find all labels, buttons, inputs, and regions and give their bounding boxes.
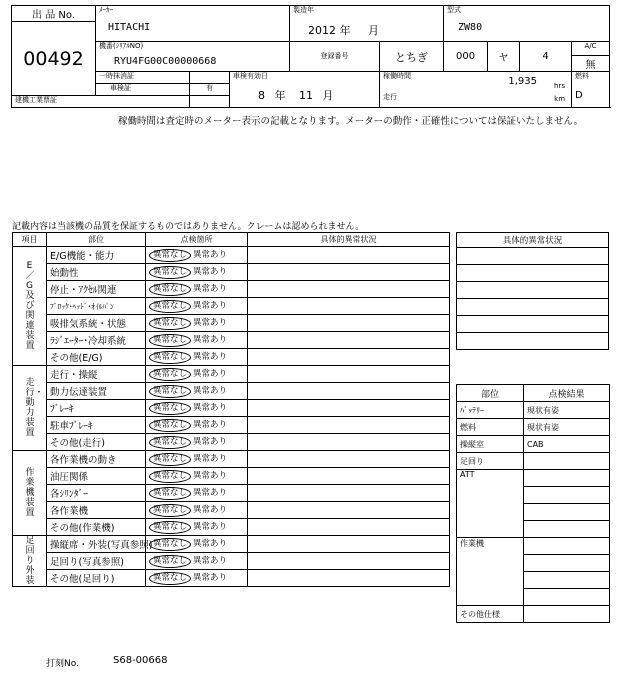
- check-cell: [146, 349, 248, 366]
- year-value: 2012: [308, 23, 336, 37]
- result-part-cab: 操縦室: [457, 436, 524, 453]
- detail-cell: [248, 502, 450, 519]
- ok-circled: 異常なし: [149, 317, 191, 330]
- ng-option: 異常あり: [193, 471, 228, 481]
- part-label: その他(作業機): [47, 519, 146, 536]
- part-label: ﾗｼﾞｴｰﾀｰ･冷却系統: [47, 332, 146, 349]
- reg-num1: 000: [444, 42, 488, 72]
- year-label: 製造年: [293, 6, 314, 14]
- ng-option: 異常あり: [193, 505, 228, 515]
- fuel-value: D: [575, 89, 583, 101]
- ng-option: 異常あり: [193, 386, 228, 396]
- category-cell: [13, 366, 47, 451]
- check-cell: [146, 468, 248, 485]
- result-part-fuel: 燃料: [457, 419, 524, 436]
- col-header-part: 部位: [47, 233, 146, 247]
- result-header-result: 点検結果: [524, 385, 610, 402]
- part-label: 始動性: [47, 264, 146, 281]
- ng-option: 異常あり: [193, 454, 228, 464]
- check-cell: [146, 417, 248, 434]
- ng-option: 異常あり: [193, 539, 228, 549]
- engraving-label: 打刻No.: [46, 659, 79, 669]
- category-label: E／G及び関連装置: [25, 261, 35, 351]
- part-label: 各ｼﾘﾝﾀﾞｰ: [47, 485, 146, 502]
- detail-cell: [248, 264, 450, 281]
- detail-cell: [248, 434, 450, 451]
- table-row: [13, 536, 450, 553]
- result-work-label: 作業機: [457, 538, 524, 606]
- table-row: [13, 281, 450, 298]
- inspection-table: [12, 232, 450, 587]
- category-cell: [13, 536, 47, 587]
- ok-circled: 異常なし: [149, 453, 191, 466]
- table-row: [13, 349, 450, 366]
- check-cell: [146, 570, 248, 587]
- check-cell: [146, 451, 248, 468]
- detail-cell: [248, 281, 450, 298]
- detail-cell: [248, 553, 450, 570]
- ok-circled: 異常なし: [149, 419, 191, 432]
- detail-cell: [248, 315, 450, 332]
- reg-area: とちぎ: [380, 42, 444, 72]
- ok-circled: 異常なし: [149, 555, 191, 568]
- ok-circled: 異常なし: [149, 249, 191, 262]
- ok-circled: 異常なし: [149, 283, 191, 296]
- result-part-battery: ﾊﾞｯﾃﾘｰ: [457, 402, 524, 419]
- maker-label: ﾒｰｶｰ: [99, 6, 113, 14]
- inspection-year: 8: [258, 89, 265, 103]
- col-header-check: 点検箇所: [146, 233, 248, 247]
- ok-circled: 異常なし: [149, 470, 191, 483]
- table-row: [13, 417, 450, 434]
- check-cell: [146, 315, 248, 332]
- detail-cell: [248, 383, 450, 400]
- ok-circled: 異常なし: [149, 436, 191, 449]
- detail-cell: [248, 247, 450, 264]
- check-cell: [146, 553, 248, 570]
- category-label: 走行・動力装置: [25, 378, 44, 438]
- result-table: [456, 384, 610, 623]
- ok-circled: 異常なし: [149, 572, 191, 585]
- result-other-label: その他仕様: [457, 606, 524, 623]
- table-row: [13, 434, 450, 451]
- check-cell: [146, 264, 248, 281]
- serial-label: 機番(ｼﾘｱﾙNO): [99, 42, 144, 50]
- ok-circled: 異常なし: [149, 351, 191, 364]
- ok-circled: 異常なし: [149, 385, 191, 398]
- category-cell: [13, 247, 47, 366]
- serial-value: RYU4FG00C00000668: [114, 55, 217, 67]
- table-row: [13, 247, 450, 264]
- col-header-item: 項目: [13, 233, 47, 247]
- notice-disclaimer: 記載内容は当該機の品質を保証するものではありません。クレームは認められません。: [12, 222, 365, 232]
- inspection-month: 11: [299, 89, 313, 103]
- ok-circled: 異常なし: [149, 300, 191, 313]
- table-row: [13, 298, 450, 315]
- model-label: 型式: [447, 6, 462, 14]
- ng-option: 異常あり: [193, 522, 228, 532]
- category-label: 足回り外装: [25, 536, 35, 586]
- part-label: 足回り(写真参照): [47, 553, 146, 570]
- check-cell: [146, 332, 248, 349]
- check-cell: [146, 247, 248, 264]
- travel-label: 走行: [383, 92, 397, 101]
- result-cab: CAB: [524, 436, 610, 453]
- table-row: [13, 400, 450, 417]
- detail-cell: [248, 468, 450, 485]
- result-att-label: ATT: [457, 470, 524, 538]
- check-cell: [146, 298, 248, 315]
- table-row: [13, 315, 450, 332]
- table-row: [13, 519, 450, 536]
- lot-label: 出 品 No.: [32, 10, 75, 21]
- part-label: 走行・操縦: [47, 366, 146, 383]
- part-label: 各作業機の動き: [47, 451, 146, 468]
- ok-circled: 異常なし: [149, 504, 191, 517]
- part-label: 油圧関係: [47, 468, 146, 485]
- ng-option: 異常あり: [193, 250, 228, 260]
- table-row: [13, 485, 450, 502]
- reg-num2: 4: [520, 42, 572, 72]
- table-row: [13, 451, 450, 468]
- category-cell: [13, 451, 47, 536]
- check-cell: [146, 400, 248, 417]
- ac-label: A/C: [572, 42, 610, 56]
- category-label: 作業機装置: [25, 468, 35, 518]
- detail-cell: [248, 349, 450, 366]
- cert2-value: 有: [190, 84, 230, 96]
- detail-cell: [248, 536, 450, 553]
- check-cell: [146, 281, 248, 298]
- table-row: [13, 366, 450, 383]
- result-fuel: 現状有姿: [524, 419, 610, 436]
- part-label: 動力伝達装置: [47, 383, 146, 400]
- ng-option: 異常あり: [193, 318, 228, 328]
- result-header-part: 部位: [457, 385, 524, 402]
- ng-option: 異常あり: [193, 488, 228, 498]
- detail-cell: [248, 332, 450, 349]
- table-row: [13, 332, 450, 349]
- ng-option: 異常あり: [193, 573, 228, 583]
- part-label: E/G機能・能力: [47, 247, 146, 264]
- table-row: [13, 264, 450, 281]
- table-row: [13, 468, 450, 485]
- ng-option: 異常あり: [193, 420, 228, 430]
- ng-option: 異常あり: [193, 352, 228, 362]
- reg-label: 登録番号: [320, 52, 349, 60]
- table-row: [13, 553, 450, 570]
- part-label: 駐車ﾌﾞﾚｰｷ: [47, 417, 146, 434]
- hours-label: 稼働時間: [383, 72, 411, 80]
- part-label: その他(足回り): [47, 570, 146, 587]
- detail-cell: [248, 519, 450, 536]
- detail-cell: [248, 570, 450, 587]
- detail-cell: [248, 451, 450, 468]
- table-row: [13, 383, 450, 400]
- detail-cell: [248, 485, 450, 502]
- ng-option: 異常あり: [193, 369, 228, 379]
- ng-option: 異常あり: [193, 335, 228, 345]
- lot-number: 00492: [12, 22, 96, 96]
- check-cell: [146, 383, 248, 400]
- ng-option: 異常あり: [193, 403, 228, 413]
- detail-cell: [248, 417, 450, 434]
- ok-circled: 異常なし: [149, 402, 191, 415]
- check-cell: [146, 485, 248, 502]
- part-label: 停止・ｱｸｾﾙ関連: [47, 281, 146, 298]
- detail-cell: [248, 298, 450, 315]
- ok-circled: 異常なし: [149, 334, 191, 347]
- part-label: ﾌﾞﾛｯｸ･ﾍｯﾄﾞ･ｵｲﾙﾊﾟﾝ: [47, 298, 146, 315]
- hours-unit: hrs: [554, 81, 566, 90]
- km-unit: km: [554, 94, 566, 103]
- detail-table: [456, 232, 609, 350]
- ok-circled: 異常なし: [149, 368, 191, 381]
- cert2-label: 車検証: [96, 84, 190, 96]
- ok-circled: 異常なし: [149, 266, 191, 279]
- result-battery: 現状有姿: [524, 402, 610, 419]
- detail-header: 具体的異常状況: [457, 233, 609, 248]
- table-row: [13, 502, 450, 519]
- ng-option: 異常あり: [193, 556, 228, 566]
- hours-value: 1,935: [508, 75, 538, 87]
- notice-meter: 稼働時間は査定時のメーター表示の記載となります。メーターの動作・正確性については保証いたしません。: [118, 116, 584, 127]
- cert3-label: 建機工業票証: [12, 96, 190, 108]
- engraving-value: S68-00668: [113, 655, 168, 666]
- ac-value: 無: [572, 56, 610, 72]
- fuel-label: 燃料: [575, 72, 590, 80]
- ng-option: 異常あり: [193, 267, 228, 277]
- inspection-label: 車検有効日: [233, 72, 268, 80]
- table-row: [13, 570, 450, 587]
- part-label: 吸排気系統・状態: [47, 315, 146, 332]
- ng-option: 異常あり: [193, 301, 228, 311]
- ok-circled: 異常なし: [149, 521, 191, 534]
- model-value: ZW80: [458, 21, 483, 33]
- check-cell: [146, 366, 248, 383]
- check-cell: [146, 536, 248, 553]
- header-block: 出 品 No. ﾒｰｶｰ 製造年 型式 00492 HITACHI 2012 年 月 ZW80 機番(ｼﾘｱﾙNO) 登録番号 とちぎ 000 ヤ 4 A/C RYU4FG00C00000668 無 一時抹消証 車検有効日 稼働時間 燃料 車検証 有 8 年 11 月 走行 1,935 hrs km D 建機工業票証: [11, 5, 610, 108]
- check-cell: [146, 519, 248, 536]
- detail-cell: [248, 400, 450, 417]
- check-cell: [146, 434, 248, 451]
- part-label: その他(E/G): [47, 349, 146, 366]
- part-label: その他(走行): [47, 434, 146, 451]
- result-part-undercarriage: 足回り: [457, 453, 524, 470]
- part-label: 各作業機: [47, 502, 146, 519]
- part-label: ﾌﾞﾚｰｷ: [47, 400, 146, 417]
- ng-option: 異常あり: [193, 437, 228, 447]
- cert1-label: 一時抹消証: [96, 72, 190, 84]
- detail-cell: [248, 366, 450, 383]
- reg-kana: ヤ: [488, 42, 520, 72]
- col-header-detail: 具体的異常状況: [248, 233, 450, 247]
- ok-circled: 異常なし: [149, 538, 191, 551]
- part-label: 操縦席・外装(写真参照): [47, 536, 146, 553]
- result-undercarriage: [524, 453, 610, 470]
- ok-circled: 異常なし: [149, 487, 191, 500]
- ng-option: 異常あり: [193, 284, 228, 294]
- check-cell: [146, 502, 248, 519]
- maker-value: HITACHI: [108, 21, 151, 33]
